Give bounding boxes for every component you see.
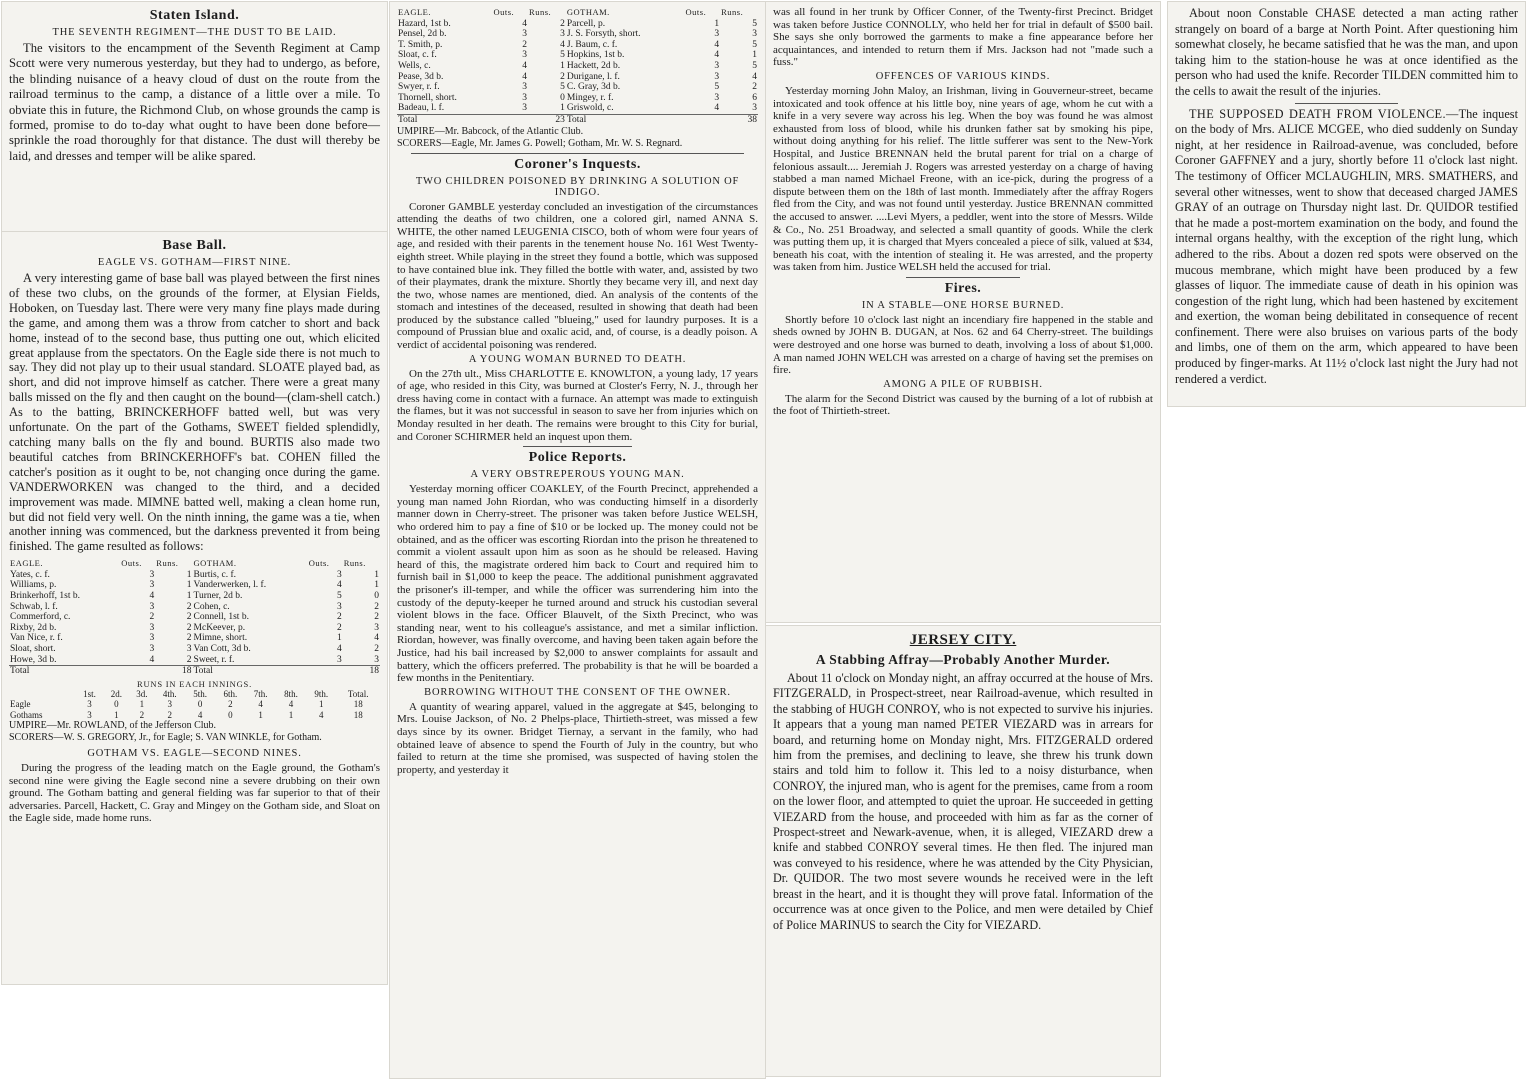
coroner-body: Coroner GAMBLE yesterday concluded an investigation of the circumstances attending the deaths of two children, one a colored girl, named ANNA S. WHITE, the other named LEUGENIA CISCO, both of whom were four years of age, and resided with their parents in the tenement house No. 161 West Twenty-eighth street. While playing in the street they found a bottle, which was supposed to have contained blue ink. They filled the bottle with water, and, assisted by two of their playmates, drank the mixture. Shortly they became very ill, and next day the two, whose names are mentioned, died. An analysis of the contents of the stomach and intestines of the deceased, resulted in showing that death had been produced by the substance called "blueing," used for laundry purposes. It is a compound of Prussian blue and oxalic acid, and, of course, is a deadly poison. A verdict of accidental poisoning was rendered.: [397, 200, 758, 352]
jersey-subtitle: A Stabbing Affray—Probably Another Murder.: [815, 652, 1111, 667]
innings-header-row: [9, 689, 380, 699]
table-cell: 4: [149, 591, 155, 601]
innings-cell: 3: [87, 709, 92, 720]
table-cell: Pensel, 2d b.: [398, 29, 447, 40]
table-cell: Griswold, c.: [566, 103, 614, 114]
innings-cell: 1: [319, 699, 324, 710]
innings-header-cell: 6th.: [223, 688, 238, 699]
table-cell: McKeever, p.: [193, 622, 246, 633]
innings-title: RUNS IN EACH INNINGS.: [136, 678, 253, 689]
table-cell: 5: [560, 50, 565, 61]
col-outs: Outs.: [121, 558, 142, 569]
table-row: [9, 644, 380, 655]
table-row: [397, 40, 758, 51]
innings-row: [9, 710, 380, 720]
umpire-line: UMPIRE—Mr. ROWLAND, of the Jefferson Club.: [9, 719, 217, 731]
table-row: [9, 623, 380, 634]
innings-cell: 3: [87, 699, 92, 710]
table-cell: 3: [522, 50, 528, 61]
staten-subtitle: THE SEVENTH REGIMENT—THE DUST TO BE LAID.: [52, 27, 337, 38]
offences-subtitle: OFFENCES OF VARIOUS KINDS.: [875, 70, 1051, 82]
col-eagle: EAGLE.: [10, 558, 43, 569]
baseball-body-2: During the progress of the leading match on the Eagle ground, the Gotham's second nine were giving the Eagle second nine a severe drubbing on their own ground. The Gotham batting and general fielding was far superior to that of their adversaries. Parcell, Hackett, C. Gray and Mingey on the Gotham side, and Sloat on the Eagle side, made home runs.: [9, 761, 380, 825]
table-cell: 3: [522, 82, 528, 93]
table-cell: J. Baum, c. f.: [566, 39, 618, 50]
table-cell: 4: [336, 580, 342, 591]
table-row: [9, 612, 380, 623]
table-cell: 4: [752, 71, 757, 82]
innings-header-cell: 8th.: [284, 688, 298, 699]
col-outs: Outs.: [685, 7, 707, 17]
table-cell: 2: [752, 82, 757, 93]
divider: [906, 277, 1020, 278]
table-cell: 1: [560, 103, 565, 114]
innings-header-cell: 7th.: [253, 688, 268, 699]
table-cell: 1: [374, 569, 379, 580]
innings-cell: 2: [167, 709, 173, 720]
table-cell: 3: [149, 569, 155, 580]
clipping-staten-island: [2, 2, 387, 232]
table-cell: 4: [149, 654, 155, 665]
total-label: Total: [397, 114, 492, 125]
table-row: [397, 61, 758, 72]
innings-cell: 4: [319, 709, 324, 720]
table-cell: 1: [374, 580, 379, 591]
table-cell: Hopkins, 1st b.: [566, 50, 625, 61]
fires-body: Shortly before 10 o'clock last night an incendiary fire happened in the stable and sheds owned by JOHN B. DUGAN, at Nos. 62 and 64 Cherry-street. The buildings were destroyed and one horse was burned to death, involving a loss of about $1,000. A man named JOHN WELCH was arrested on a charge of having set the premises on fire.: [773, 313, 1153, 377]
total-label: Total: [193, 666, 308, 677]
table-cell: 2: [374, 612, 379, 623]
table-cell: Thornell, short.: [398, 92, 457, 103]
table-cell: 4: [714, 39, 720, 50]
innings-header-cell: 2d.: [110, 688, 123, 699]
table-cell: Durigane, l. f.: [566, 71, 620, 82]
table-cell: 3: [149, 622, 155, 633]
table-cell: Sloat, short.: [10, 643, 56, 654]
table-cell: 1: [186, 580, 192, 591]
police-body: Yesterday morning officer COAKLEY, of the Fourth Precinct, apprehended a young man named John Riordan, who was conducting himself in a disorderly manner down in Cherry-street. The prisoner was taken before Justice WELSH, who ordered him to pay a fine of $10 or be locked up. The money could not be obtained, and as the officer was escorting Riordan into the prison he threatened to commit a violent assault upon him as soon as he should be released. Having heard of this, the magistrate ordered him back to Court and required him to furnish bail in $1,000 to keep the peace. The additional punishment aggravated the prisoner's ill-temper, and while the officer was surrendering him into the custody of the deputy-keeper he turned around and struck his custodian several violent blows in the face. Officer Blauvelt, of the Sixth Precinct, who was standing near, went to his colleague's assistance, and met a similar infliction. Riordan, however, was finally overcome, and having been taken again before the Justice, had his bail increased by $2,000 to answer complaints for assault and battery, which the officers preferred. The probability is that he will be boarded a few months in the Penitentiary.: [397, 483, 758, 685]
table-cell: 1: [714, 18, 720, 29]
innings-cell: 2: [228, 699, 233, 710]
col-runs: Runs.: [156, 558, 179, 569]
fires-subtitle: IN A STABLE—ONE HORSE BURNED.: [861, 299, 1065, 311]
table-cell: Hazard, 1st b.: [398, 18, 451, 29]
table-cell: Turner, 2d b.: [193, 591, 243, 601]
innings-cell: 2: [139, 709, 145, 720]
table-cell: Vanderwerken, l. f.: [193, 580, 267, 591]
coroner-title: Coroner's Inquests.: [514, 156, 641, 172]
table-row: [397, 93, 758, 104]
table-row: [397, 19, 758, 30]
table-cell: 2: [186, 622, 192, 633]
offences-lead: was all found in her trunk by Officer Conner, of the Twenty-first Precinct. Bridget was taken before Justice CONNOLLY, who held her for trial in default of $500 bail. She says she only borrowed the garments to make a fine appearance before her acquaintances, and intended to return them if Mrs. Jackson had not "made such a fuss.": [773, 6, 1153, 69]
table-row: [397, 103, 758, 114]
innings-cell: Gothams: [10, 709, 43, 720]
innings-cell: 4: [288, 699, 294, 710]
table-row: [9, 570, 380, 581]
eagle-total: 23: [528, 114, 566, 125]
coroner-subtitle: TWO CHILDREN POISONED BY DRINKING A SOLUTION OF INDIGO.: [415, 175, 740, 198]
table-cell: 5: [560, 82, 565, 93]
table-cell: Badeau, l. f.: [398, 103, 445, 114]
table-cell: 2: [336, 612, 342, 623]
table-cell: 4: [336, 643, 342, 654]
table-row: [397, 82, 758, 93]
table-cell: 3: [336, 569, 342, 580]
table-cell: 2: [336, 622, 342, 633]
table-cell: Commerford, c.: [10, 612, 71, 623]
table-cell: 0: [374, 591, 379, 601]
col-eagle: EAGLE.: [398, 7, 431, 17]
table-cell: 4: [522, 18, 528, 29]
col-runs: Runs.: [529, 7, 552, 17]
clipping-base-ball: [2, 232, 387, 984]
table-cell: C. Gray, 3d b.: [566, 82, 621, 93]
table-cell: Sweet, r. f.: [193, 654, 235, 665]
table-cell: Yates, c. f.: [10, 569, 50, 580]
scorers-line: SCORERS—Eagle, Mr. James G. Powell; Gotham, Mr. W. S. Regnard.: [397, 137, 683, 149]
table-row: [9, 655, 380, 666]
rubbish-subtitle: AMONG A PILE OF RUBBISH.: [883, 378, 1043, 390]
total-label: Total: [9, 666, 120, 677]
table-cell: 3: [560, 29, 565, 40]
divider: [411, 153, 743, 154]
table-cell: 3: [374, 622, 379, 633]
innings-header-cell: 1st.: [83, 688, 96, 699]
table-cell: 3: [522, 92, 528, 103]
innings-cell: 18: [353, 699, 363, 710]
innings-table: [9, 689, 380, 720]
table-cell: 1: [186, 569, 192, 580]
baseball-body: A very interesting game of base ball was played between the first nines of these two clubs, on the grounds of the former, at Elysian Fields, Hoboken, on Tuesday last. There were very many fine plays made during the game, and among them was a throw from catcher to short and back home, instead of to the second base, thus putting one out, which elicited great applause from the spectators. On the Eagle side there is not much to say. They did not play up to their usual standard. SLOATE played bad, as short, and did not improve himself as catcher. There were a great many balls missed on the fly and then caught on the bound—(clam-shell catch.) As to the batting, BRINCKERHOFF batted well, but was very unfortunate. On the part of the Gothams, SWEET fielded splendidly, catching many balls on the fly and bound. BURTIS also made two beautiful catches from BRINCKERHOFF's bat. COHEN filled the catcher's position as it ought to be, not changing once during the game. VANDERWORKEN was changed to the third, and a decided improvement was made. MIMNE batted well, making a clean home run, but did not field very well. On the ninth inning, the game was a tie, when another inning was commenced, but the darkness prevented it from being finished. The game resulted as follows:: [9, 271, 380, 554]
table-cell: 4: [522, 71, 528, 82]
second-nine-box-score: [397, 6, 758, 126]
innings-cell: 1: [114, 709, 119, 720]
table-cell: 2: [186, 654, 192, 665]
col-gotham: GOTHAM.: [566, 7, 610, 17]
total-label: Total: [566, 114, 685, 125]
table-cell: Rixby, 2d b.: [10, 622, 57, 633]
innings-cell: 3: [167, 699, 173, 710]
innings-cell: 4: [197, 709, 203, 720]
eagle-total: 18: [155, 666, 192, 677]
table-cell: Williams, p.: [10, 580, 57, 591]
baseball-subtitle-2: GOTHAM VS. EAGLE—SECOND NINES.: [87, 747, 302, 759]
clipping-jersey-city: [766, 626, 1160, 1076]
umpire-line: UMPIRE—Mr. Babcock, of the Atlantic Club.: [397, 125, 584, 137]
table-cell: 4: [714, 103, 720, 114]
innings-header-cell: 9th.: [314, 688, 329, 699]
col-outs: Outs.: [308, 558, 330, 569]
table-cell: 3: [149, 580, 155, 591]
clipping-coroner-police: [390, 2, 765, 1078]
table-cell: 4: [560, 39, 565, 50]
table-row-total: [397, 114, 758, 125]
police-subtitle-2: BORROWING WITHOUT THE CONSENT OF THE OWNER.: [424, 686, 731, 698]
table-cell: 4: [714, 50, 720, 61]
innings-cell: 4: [258, 699, 263, 710]
right-body-2: [1175, 107, 1518, 388]
table-cell: 2: [374, 601, 379, 612]
table-cell: 2: [374, 643, 379, 654]
table-cell: 5: [714, 82, 720, 93]
table-cell: 3: [149, 633, 155, 644]
table-cell: 2: [186, 601, 192, 612]
table-cell: 3: [374, 654, 379, 665]
table-row-total: [9, 666, 380, 677]
jersey-body: About 11 o'clock on Monday night, an affray occurred at the house of Mrs. FITZGERALD, in Prospect-street, near Railroad-avenue, which resulted in the stabbing of HUGH CONROY, who is not expected to survive his injuries. It appears that a young man named PETER VIEZARD was in arrears for board, and returning home on Monday night, Mrs. FITZGERALD ordered him from the premises, and declining to leave, she threw his trunk down stairs and told him to follow it. This led to a noisy disturbance, when CONROY, the injured man, who is agent for the premises, came from a room on the lower floor, and attempted to quiet the uproar. He succeeded in getting VIEZARD from the house, and proceeded with him as far as the corner of Prospect-street and Newark-avenue, when, it is alleged, VIEZARD drew a knife and stabbed CONROY several times. He then fled. The injured man was conveyed to his residence, where he was attended by the City Physician, Dr. QUIDOR. The two most severe wounds he received were in the left breast in the heart, and it is thought they will prove fatal. Information of the occurrence was at once given to the Police, and men were detailed by Chief of Police MARINUS to search the City for VIEZARD.: [773, 671, 1153, 932]
table-row: [397, 29, 758, 40]
scorers-line: SCORERS—W. S. GREGORY, Jr., for Eagle; S. VAN WINKLE, for Gotham.: [9, 731, 322, 743]
innings-cell: 0: [228, 709, 233, 720]
innings-header-cell: 5th.: [193, 688, 207, 699]
first-nine-box-score: [9, 557, 380, 677]
table-cell: 2: [560, 71, 565, 82]
table-cell: Burtis, c. f.: [193, 569, 237, 580]
gotham-total: 38: [720, 114, 758, 125]
innings-header-cell: 4th.: [162, 688, 177, 699]
right-body: About noon Constable CHASE detected a man acting rather strangely on board of a barge at North Point. After questioning him somewhat closely, he became satisfied that he was the man, and upon taking him to the station-house he was at once identified as the person who had used the knife. Recorder TILDEN committed him to the cells to await the result of the injuries.: [1175, 6, 1518, 98]
table-cell: 1: [186, 591, 192, 601]
baseball-subtitle: EAGLE VS. GOTHAM—FIRST NINE.: [97, 257, 292, 268]
col-runs: Runs.: [343, 558, 366, 569]
innings-cell: 0: [114, 699, 119, 710]
table-cell: Van Cott, 3d b.: [193, 643, 251, 654]
table-row: [9, 633, 380, 644]
divider: [1295, 103, 1398, 104]
table-cell: 3: [149, 601, 155, 612]
table-cell: 3: [149, 643, 155, 654]
table-row: [397, 50, 758, 61]
table-cell: 3: [186, 643, 192, 654]
innings-header-cell: 3d.: [136, 688, 148, 699]
table-cell: Hackett, 2d b.: [566, 60, 621, 71]
table-cell: 5: [752, 18, 757, 29]
table-cell: Mimne, short.: [193, 633, 248, 644]
table-cell: Howe, 3d b.: [10, 654, 57, 665]
table-cell: Schwab, l. f.: [10, 601, 58, 612]
innings-cell: 1: [288, 709, 294, 720]
table-row: [9, 580, 380, 591]
table-cell: Pease, 3d b.: [398, 71, 444, 82]
fires-title: Fires.: [944, 280, 982, 296]
table-cell: 3: [522, 29, 528, 40]
table-row: [397, 72, 758, 83]
table-cell: 5: [336, 591, 342, 601]
table-cell: Cohen, c.: [193, 601, 230, 612]
coroner-body-2: On the 27th ult., Miss CHARLOTTE E. KNOWLTON, a young lady, 17 years of age, who resided in this City, was burned at Closter's Ferry, N. J., through her dress having come in contact with a furnace. An attempt was made to extinguish the flames, but it was not successful in season to save her from injuries which on Monday resulted in her death. The remains were brought to this City for burial, and Coroner SCHIRMER held an inquest upon them.: [397, 367, 758, 443]
table-cell: 4: [522, 60, 528, 71]
innings-header-cell: Total.: [347, 688, 369, 699]
table-cell: 3: [522, 103, 528, 114]
table-cell: Swyer, r. f.: [398, 82, 440, 93]
table-cell: Brinkerhoff, 1st b.: [10, 591, 81, 601]
staten-body: The visitors to the encampment of the Seventh Regiment at Camp Scott were very numerous yesterday, but they had to undergo, as before, the blinding nuisance of a heavy cloud of dust on the route from the railroad terminus to the camp, a distance of a little over a mile. To obviate this in future, the Richmond Club, on whose grounds the camp is formed, promise to do to-day what ought to have been done before—sprinkle the road thoroughly for that distance. The dust will thereby be laid, and dresses and temper will be alike spared.: [9, 41, 380, 163]
table-cell: Parcell, p.: [566, 18, 606, 29]
table-cell: Connell, 1st b.: [193, 612, 249, 623]
gotham-total: 18: [343, 666, 380, 677]
table-cell: Sloat, c. f.: [398, 50, 437, 61]
table-row: [9, 602, 380, 613]
table-cell: 1: [560, 60, 565, 71]
baseball-title: Base Ball.: [162, 238, 227, 253]
table-cell: J. S. Forsyth, short.: [566, 29, 641, 40]
innings-cell: 18: [353, 709, 363, 720]
col-runs: Runs.: [721, 7, 744, 17]
offences-body: Yesterday morning John Maloy, an Irishman, living in Gouverneur-street, became intoxicated and took offence at his little boy, nine years of age, whom he cut with a knife in a very severe way across his leg. When the boy was found he was almost exhausted from loss of blood, while his drunken father sat by smoking his pipe, without doing anything for his relief. The little sufferer was sent to the New-York Hospital, and Justice BRENNAN held the brutal parent for trial on a charge of felonious assault.... Jeremiah J. Rogers was arrested yesterday on a charge of having stabbed a man named Michael Freone, with an ice-pick, during the progress of a dispute between them on the 18th of last month. Immediately after the affray Rogers fled from the City, and was not found until yesterday. Justice BRENNAN committed the accused to answer. ....Levi Myers, a peddler, went into the store of Messrs. Wilde & Co., No. 251 Broadway, and selected a small quantity of goods. While the clerk was putting them up, it is charged that Myers concealed a piece of silk, valued at $34, beneath his coat, with the intention of stealing it. He was arrested, and the property was taken from him. Justice WELSH held the accused for trial.: [773, 84, 1153, 274]
table-cell: 3: [714, 71, 720, 82]
table-cell: 2: [522, 39, 528, 50]
table-cell: Van Nice, r. f.: [10, 633, 63, 644]
table-cell: 2: [186, 633, 192, 644]
police-title: Police Reports.: [528, 450, 627, 466]
innings-header-cell: [9, 689, 75, 699]
innings-cell: 1: [139, 699, 145, 710]
rubbish-body: The alarm for the Second District was caused by the burning of a lot of rubbish at the foot of Thirtieth-street.: [773, 392, 1153, 418]
table-cell: 5: [752, 60, 757, 71]
table-cell: 3: [336, 654, 342, 665]
table-cell: 2: [149, 612, 155, 623]
col-gotham: GOTHAM.: [193, 558, 237, 569]
innings-cell: Eagle: [10, 699, 31, 710]
table-cell: 3: [714, 29, 720, 40]
table-cell: 6: [752, 92, 757, 103]
table-cell: 4: [374, 633, 379, 644]
clipping-supposed-death: [1168, 2, 1525, 406]
table-cell: 2: [560, 18, 565, 29]
table-cell: 3: [752, 29, 757, 40]
table-cell: Mingey, r. f.: [566, 92, 614, 103]
table-cell: 1: [336, 633, 342, 644]
table-cell: T. Smith, p.: [398, 39, 443, 50]
table-cell: 3: [336, 601, 342, 612]
right-body-2-text: The inquest on the body of Mrs. ALICE MCGEE, who died suddenly on Sunday night, at her residence in Railroad-avenue, was concluded, before Coroner GAFFNEY and a jury, shortly before 11 o'clock last night. The testimony of Officer MCLAUGHLIN, MRS. SMATHERS, and several other witnesses, went to show that deceased charged JAMES GRAY of an outrage on Thursday night last. Dr. QUIDOR testified that he made a post-mortem examination on the body, and found the internal organs healthy, with the exception of the right lung, which adhered to the ribs. About a dozen red spots were observed on the mucous membrane, which might have been produced by a few glasses of liquor. The immediate cause of death in his opinion was congestion of the right lung, which had been hastened by excitement and exertion, the woman being debilitated in consequence of recent confinement. There were also bruises on various parts of the body and limbs, one of them on the arm, which appeared to have been produced by finger-marks. At 11½ o'clock last night the Jury had not rendered a verdict.: [1175, 106, 1518, 386]
table-cell: 2: [186, 612, 192, 623]
table-row: [9, 591, 380, 602]
coroner-subtitle-2: A YOUNG WOMAN BURNED TO DEATH.: [468, 353, 687, 365]
table-cell: 3: [714, 60, 720, 71]
innings-row: [9, 699, 380, 709]
table-cell: 5: [752, 39, 757, 50]
police-body-2: A quantity of wearing apparel, valued in the aggregate at $45, belonging to Mrs. Louise Jackson, of No. 2 Phelps-place, Thirtieth-street, was missed a few days since by its owner. Bridget Tiernay, a servant in the family, who had obtained leave of absence to spend the Fourth of July in the country, but who failed to return at the time she promised, was suspected of having stolen the property, and yesterday it: [397, 700, 758, 776]
table-cell: 0: [560, 92, 565, 103]
table-cell: 3: [752, 103, 757, 114]
table-cell: 3: [714, 92, 720, 103]
innings-cell: 1: [258, 709, 263, 720]
innings-cell: 0: [197, 699, 203, 710]
jersey-title: JERSEY CITY.: [909, 632, 1017, 648]
staten-title: Staten Island.: [149, 8, 240, 23]
clipping-offences-fires: [766, 2, 1160, 622]
police-subtitle: A VERY OBSTREPEROUS YOUNG MAN.: [470, 469, 685, 481]
table-cell: Wells, c.: [398, 60, 431, 71]
right-subtitle: THE SUPPOSED DEATH FROM VIOLENCE.—: [1189, 106, 1459, 121]
table-cell: 1: [752, 50, 757, 61]
col-outs: Outs.: [493, 7, 515, 17]
divider: [523, 446, 631, 447]
